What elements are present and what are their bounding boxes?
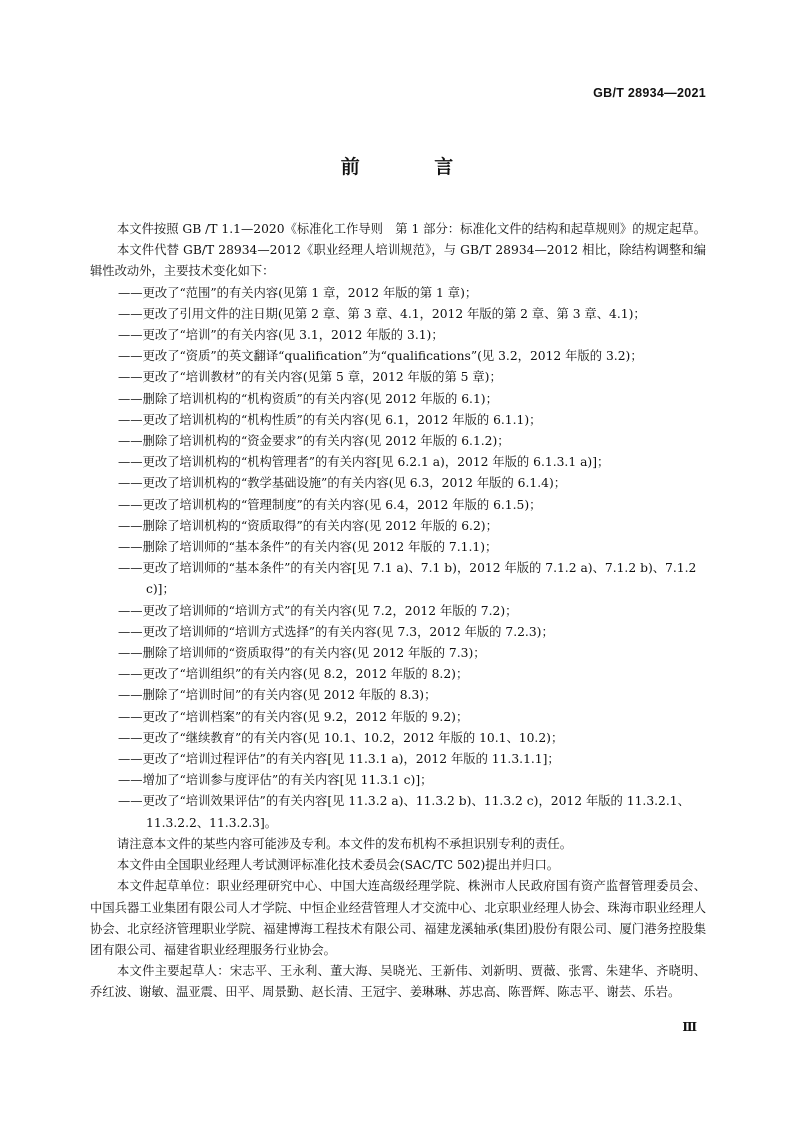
change-item: ——更改了培训机构的“机构管理者”的有关内容[见 6.2.1 a)，2012 年版的 6.1.3.1 a)]； (118, 455, 610, 470)
change-item: ——更改了引用文件的注日期(见第 2 章、第 3 章、4.1，2012 年版的第 2 章、第 3 章、4.1)； (118, 306, 646, 321)
change-item: ——删除了培训机构的“资质取得”的有关内容(见 2012 年版的 6.2)； (118, 518, 498, 533)
change-item: ——更改了“范围”的有关内容(见第 1 章，2012 年版的第 1 章)； (118, 285, 478, 300)
proposer-statement: 本文件由全国职业经理人考试测评标准化技术委员会(SAC/TC 502)提出并归口。 (117, 858, 560, 873)
change-item: ——更改了培训师的“培训方式选择”的有关内容(见 7.3，2012 年版的 7.2.3)； (118, 624, 554, 639)
change-item: ——删除了培训机构的“机构资质”的有关内容(见 2012 年版的 6.1)； (118, 391, 498, 406)
document-body (90, 219, 706, 1004)
change-item: ——更改了培训机构的“教学基础设施”的有关内容(见 6.3，2012 年版的 6.1.4)； (118, 476, 567, 491)
intro-paragraph-replacement: 本文件代替 GB/T 28934—2012《职业经理人培训规范》，与 GB/T 28934—2012 相比，除结构调整和编辑性改动外，主要技术变化如下： (90, 243, 706, 279)
main-drafters: 本文件主要起草人：宋志平、王永利、董大海、吴晓光、王新伟、刘新明、贾薇、张霄、朱建华、齐晓明、乔红波、谢敏、温亚震、田平、周景勤、赵长清、王冠宇、姜琳琳、苏忠高、陈晋辉、陈志平、谢芸、乐岩。 (90, 964, 706, 1000)
standard-code: GB/T 28934—2021 (593, 86, 706, 100)
patent-notice: 请注意本文件的某些内容可能涉及专利。本文件的发布机构不承担识别专利的责任。 (117, 836, 572, 851)
change-item: ——更改了“继续教育”的有关内容(见 10.1、10.2，2012 年版的 10.1、10.2)； (118, 730, 564, 745)
change-item: ——更改了培训机构的“管理制度”的有关内容(见 6.4，2012 年版的 6.1.5)； (118, 497, 542, 512)
change-item: ——更改了“培训过程评估”的有关内容[见 11.3.1 a)，2012 年版的 11.3.1.1]； (118, 752, 560, 767)
technical-changes-list (90, 283, 706, 834)
change-item: ——更改了“培训档案”的有关内容(见 9.2，2012 年版的 9.2)； (118, 709, 469, 724)
page-number: Ⅲ (682, 1020, 697, 1034)
change-item: ——更改了“培训”的有关内容(见 3.1，2012 年版的 3.1)； (118, 328, 444, 343)
intro-paragraph-drafting-rules: 本文件按照 GB /T 1.1—2020《标准化工作导则 第 1 部分：标准化文件的结构和起草规则》的规定起草。 (117, 222, 707, 236)
page-title: 前 言 (340, 156, 488, 178)
change-item: ——删除了培训机构的“资金要求”的有关内容(见 2012 年版的 6.1.2)； (118, 434, 510, 449)
change-item: ——更改了培训师的“基本条件”的有关内容[见 7.1 a)、7.1 b)，2012 年版的 7.1.2 a)、7.1.2 b)、7.1.2 c)]； (118, 561, 697, 597)
change-item: ——增加了“培训参与度评估”的有关内容[见 11.3.1 c)]； (118, 773, 433, 788)
change-item: ——更改了“培训教材”的有关内容(见第 5 章，2012 年版的第 5 章)； (118, 370, 502, 385)
change-item: ——删除了“培训时间”的有关内容(见 2012 年版的 8.3)； (118, 688, 437, 703)
change-item: ——更改了“资质”的英文翻译“qualification”为“qualifications”(见 3.2，2012 年版的 3.2)； (118, 349, 643, 364)
change-item: ——删除了培训师的“基本条件”的有关内容(见 2012 年版的 7.1.1)； (118, 540, 498, 555)
change-item: ——更改了“培训效果评估”的有关内容[见 11.3.2 a)、11.3.2 b)、11.3.2 c)，2012 年版的 11.3.2.1、11.3.2.2、11.3.2.3]。 (118, 794, 690, 830)
change-item: ——删除了培训师的“资质取得”的有关内容(见 2012 年版的 7.3)； (118, 646, 486, 661)
change-item: ——更改了“培训组织”的有关内容(见 8.2，2012 年版的 8.2)； (118, 667, 469, 682)
change-item: ——更改了培训机构的“机构性质”的有关内容(见 6.1，2012 年版的 6.1.1)； (118, 412, 542, 427)
change-item: ——更改了培训师的“培训方式”的有关内容(见 7.2，2012 年版的 7.2)； (118, 603, 518, 618)
drafting-organizations: 本文件起草单位：职业经理研究中心、中国大连高级经理学院、株洲市人民政府国有资产监督管理委员会、中国兵器工业集团有限公司人才学院、中恒企业经营管理人才交流中心、北京职业经理人协会、珠海市职业经理人协会、北京经济管理职业学院、福建博海工程技术有限公司、福建龙溪轴承(集团)股份有限公司、厦门港务控股集团有限公司、福建省职业经理服务行业协会。 (90, 879, 706, 957)
